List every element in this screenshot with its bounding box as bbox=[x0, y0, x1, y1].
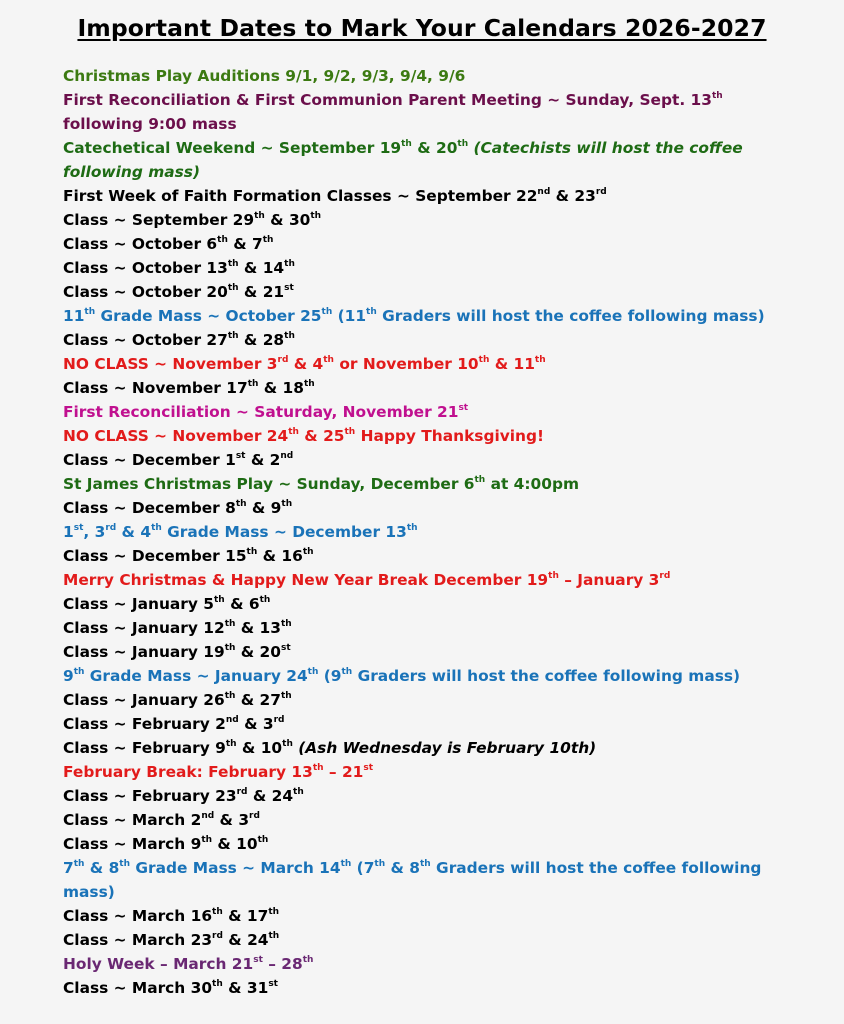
ordinal-suffix: rd bbox=[105, 523, 117, 533]
entry-text: 1 bbox=[63, 523, 74, 541]
date-entry bbox=[63, 280, 793, 304]
ordinal-suffix: th bbox=[257, 835, 269, 845]
entry-text: Grade Mass ~ March 14 bbox=[130, 859, 341, 877]
entry-text: & 14 bbox=[238, 259, 285, 277]
ordinal-suffix: st bbox=[235, 451, 246, 461]
entry-text: 9 bbox=[63, 667, 74, 685]
ordinal-suffix: th bbox=[227, 259, 239, 269]
ordinal-suffix: th bbox=[247, 379, 259, 389]
entry-text: & 20 bbox=[235, 643, 281, 661]
ordinal-suffix: th bbox=[224, 619, 236, 629]
entry-text: & 28 bbox=[238, 331, 285, 349]
entry-text: & 17 bbox=[222, 907, 269, 925]
entry-text: February Break: February 13 bbox=[63, 763, 313, 781]
entry-text: & 31 bbox=[222, 979, 269, 997]
ordinal-suffix: th bbox=[474, 475, 486, 485]
ordinal-suffix: nd bbox=[537, 187, 551, 197]
date-entry bbox=[63, 400, 793, 424]
ordinal-suffix: th bbox=[534, 355, 546, 365]
ordinal-suffix: th bbox=[284, 259, 295, 269]
ordinal-suffix: th bbox=[374, 859, 386, 869]
ordinal-suffix: th bbox=[214, 595, 225, 605]
date-entry bbox=[63, 808, 793, 832]
ordinal-suffix: th bbox=[212, 979, 223, 989]
entry-text: (11 bbox=[332, 307, 367, 325]
ordinal-suffix: th bbox=[307, 667, 319, 677]
date-entry bbox=[63, 520, 793, 544]
entry-text: Class ~ October 27 bbox=[63, 331, 228, 349]
entry-text: – 21 bbox=[323, 763, 364, 781]
entry-text: & 8 bbox=[84, 859, 120, 877]
page-title: Important Dates to Mark Your Calendars 2026-2027 bbox=[77, 14, 767, 42]
entry-text: & 21 bbox=[238, 283, 285, 301]
date-entry bbox=[63, 904, 793, 928]
date-entry bbox=[63, 232, 793, 256]
ordinal-suffix: th bbox=[151, 523, 162, 533]
ordinal-suffix: th bbox=[224, 643, 236, 653]
ordinal-suffix: th bbox=[302, 955, 314, 965]
entry-text: First Reconciliation & First Communion Parent Meeting ~ Sunday, Sept. 13 bbox=[63, 91, 712, 109]
entry-text: & 18 bbox=[258, 379, 304, 397]
entry-text: & 3 bbox=[214, 811, 250, 829]
entry-text: Catechetical Weekend ~ September 19 bbox=[63, 139, 402, 157]
ordinal-suffix: th bbox=[280, 691, 292, 701]
ordinal-suffix: th bbox=[282, 739, 293, 749]
date-entry bbox=[63, 256, 793, 280]
ordinal-suffix: th bbox=[406, 523, 418, 533]
entry-text: & 2 bbox=[245, 451, 281, 469]
ordinal-suffix: th bbox=[401, 139, 412, 149]
entry-text: Merry Christmas & Happy New Year Break December 19 bbox=[63, 571, 549, 589]
entry-text: Class ~ December 1 bbox=[63, 451, 236, 469]
entry-text: Class ~ February 9 bbox=[63, 739, 226, 757]
entry-text: & 4 bbox=[116, 523, 152, 541]
ordinal-suffix: th bbox=[212, 907, 223, 917]
ordinal-suffix: th bbox=[310, 211, 322, 221]
entry-text: First Week of Faith Formation Classes ~ September 22 bbox=[63, 187, 538, 205]
ordinal-suffix: th bbox=[323, 355, 334, 365]
ordinal-suffix: th bbox=[254, 211, 265, 221]
entry-text: & 23 bbox=[550, 187, 596, 205]
date-entry bbox=[63, 424, 793, 448]
ordinal-suffix: th bbox=[341, 667, 353, 677]
date-entry bbox=[63, 544, 793, 568]
date-entry bbox=[63, 856, 793, 904]
ordinal-suffix: th bbox=[73, 667, 85, 677]
ordinal-suffix: st bbox=[253, 955, 263, 965]
ordinal-suffix: th bbox=[262, 235, 274, 245]
date-entry bbox=[63, 448, 793, 472]
ordinal-suffix: nd bbox=[225, 715, 239, 725]
ordinal-suffix: th bbox=[217, 235, 228, 245]
ordinal-suffix: st bbox=[363, 763, 374, 773]
entry-text: Class ~ March 23 bbox=[63, 931, 213, 949]
ordinal-suffix: th bbox=[268, 907, 280, 917]
entry-text: (Ash Wednesday is February 10th) bbox=[292, 739, 597, 757]
entry-text: Class ~ March 30 bbox=[63, 979, 213, 997]
entry-text: Class ~ February 23 bbox=[63, 787, 237, 805]
entry-text: Class ~ January 12 bbox=[63, 619, 225, 637]
entry-text: & 11 bbox=[489, 355, 535, 373]
ordinal-suffix: rd bbox=[273, 715, 285, 725]
entry-text: at 4:00pm bbox=[485, 475, 580, 493]
ordinal-suffix: th bbox=[259, 595, 271, 605]
date-entry bbox=[63, 64, 793, 88]
date-entry bbox=[63, 928, 793, 952]
entry-text: & 13 bbox=[235, 619, 281, 637]
entry-text: & 30 bbox=[264, 211, 311, 229]
date-entry bbox=[63, 472, 793, 496]
date-entry bbox=[63, 616, 793, 640]
entry-text: Class ~ January 5 bbox=[63, 595, 214, 613]
date-entry bbox=[63, 376, 793, 400]
ordinal-suffix: st bbox=[268, 979, 278, 989]
date-entry bbox=[63, 88, 793, 136]
date-entry bbox=[63, 304, 793, 328]
ordinal-suffix: th bbox=[288, 427, 299, 437]
entry-text: Graders will host the coffee following mass) bbox=[376, 307, 765, 325]
entry-text: & 8 bbox=[385, 859, 420, 877]
date-entry bbox=[63, 328, 793, 352]
entry-text: or November 10 bbox=[333, 355, 479, 373]
date-entry bbox=[63, 496, 793, 520]
ordinal-suffix: th bbox=[340, 859, 352, 869]
date-entry bbox=[63, 136, 793, 184]
entry-text: Class ~ March 16 bbox=[63, 907, 213, 925]
entry-text: Class ~ January 19 bbox=[63, 643, 225, 661]
entry-text: & 27 bbox=[235, 691, 281, 709]
ordinal-suffix: th bbox=[419, 859, 431, 869]
date-entry bbox=[63, 976, 793, 1000]
ordinal-suffix: th bbox=[293, 787, 304, 797]
entry-text: (Catechists will host the coffee following mass) bbox=[63, 139, 743, 181]
entry-text: & 9 bbox=[246, 499, 282, 517]
ordinal-suffix: th bbox=[457, 139, 469, 149]
ordinal-suffix: th bbox=[281, 499, 293, 509]
ordinal-suffix: th bbox=[280, 619, 292, 629]
dates-list bbox=[63, 64, 793, 1000]
entry-text: Class ~ November 17 bbox=[63, 379, 248, 397]
date-entry bbox=[63, 568, 793, 592]
entry-text: Class ~ October 13 bbox=[63, 259, 228, 277]
date-entry bbox=[63, 184, 793, 208]
entry-text: (9 bbox=[318, 667, 342, 685]
ordinal-suffix: th bbox=[73, 859, 85, 869]
entry-text: Holy Week – March 21 bbox=[63, 955, 254, 973]
ordinal-suffix: st bbox=[280, 643, 291, 653]
entry-text: & 10 bbox=[236, 739, 283, 757]
ordinal-suffix: rd bbox=[277, 355, 289, 365]
ordinal-suffix: th bbox=[366, 307, 377, 317]
ordinal-suffix: th bbox=[321, 307, 333, 317]
ordinal-suffix: rd bbox=[659, 571, 671, 581]
ordinal-suffix: th bbox=[268, 931, 280, 941]
ordinal-suffix: th bbox=[227, 283, 239, 293]
date-entry bbox=[63, 640, 793, 664]
date-entry bbox=[63, 832, 793, 856]
entry-text: Class ~ January 26 bbox=[63, 691, 225, 709]
entry-text: Class ~ March 9 bbox=[63, 835, 202, 853]
entry-text: Grade Mass ~ January 24 bbox=[84, 667, 308, 685]
entry-text: Class ~ December 15 bbox=[63, 547, 247, 565]
entry-text: Happy Thanksgiving! bbox=[355, 427, 545, 445]
ordinal-suffix: th bbox=[225, 739, 237, 749]
date-entry bbox=[63, 664, 793, 688]
entry-text: – 28 bbox=[262, 955, 303, 973]
entry-text: Class ~ October 20 bbox=[63, 283, 228, 301]
ordinal-suffix: th bbox=[235, 499, 247, 509]
entry-text: NO CLASS ~ November 3 bbox=[63, 355, 278, 373]
entry-text: , 3 bbox=[83, 523, 106, 541]
ordinal-suffix: rd bbox=[249, 811, 260, 821]
entry-text: NO CLASS ~ November 24 bbox=[63, 427, 289, 445]
entry-text: Class ~ March 2 bbox=[63, 811, 202, 829]
entry-text: Graders will host the coffee following mass) bbox=[352, 667, 741, 685]
entry-text: & 24 bbox=[247, 787, 294, 805]
entry-text: & 7 bbox=[227, 235, 263, 253]
entry-text: Class ~ October 6 bbox=[63, 235, 218, 253]
ordinal-suffix: th bbox=[227, 331, 239, 341]
entry-text: Class ~ September 29 bbox=[63, 211, 255, 229]
entry-text: Class ~ February 2 bbox=[63, 715, 226, 733]
entry-text: – January 3 bbox=[558, 571, 660, 589]
ordinal-suffix: th bbox=[224, 691, 236, 701]
entry-text: & 16 bbox=[257, 547, 303, 565]
entry-text: Grade Mass ~ December 13 bbox=[161, 523, 407, 541]
entry-text: Christmas Play Auditions 9/1, 9/2, 9/3, 9/4, 9/6 bbox=[63, 67, 466, 85]
ordinal-suffix: th bbox=[84, 307, 96, 317]
ordinal-suffix: th bbox=[312, 763, 324, 773]
date-entry bbox=[63, 712, 793, 736]
ordinal-suffix: th bbox=[711, 91, 723, 101]
ordinal-suffix: th bbox=[302, 547, 314, 557]
ordinal-suffix: nd bbox=[201, 811, 215, 821]
entry-text: & 4 bbox=[288, 355, 324, 373]
entry-text: 11 bbox=[63, 307, 85, 325]
date-entry bbox=[63, 688, 793, 712]
entry-text: St James Christmas Play ~ Sunday, December 6 bbox=[63, 475, 475, 493]
ordinal-suffix: th bbox=[246, 547, 258, 557]
entry-text: & 20 bbox=[411, 139, 458, 157]
entry-text: & 3 bbox=[238, 715, 274, 733]
ordinal-suffix: th bbox=[344, 427, 356, 437]
ordinal-suffix: nd bbox=[280, 451, 294, 461]
date-entry bbox=[63, 952, 793, 976]
date-entry bbox=[63, 760, 793, 784]
entry-text: First Reconciliation ~ Saturday, November 21 bbox=[63, 403, 459, 421]
ordinal-suffix: st bbox=[284, 283, 294, 293]
date-entry bbox=[63, 208, 793, 232]
ordinal-suffix: rd bbox=[236, 787, 248, 797]
entry-text: Graders will host the coffee following mass) bbox=[63, 859, 762, 901]
date-entry bbox=[63, 784, 793, 808]
ordinal-suffix: th bbox=[478, 355, 490, 365]
entry-text: & 25 bbox=[298, 427, 345, 445]
ordinal-suffix: th bbox=[284, 331, 295, 341]
entry-text: Class ~ December 8 bbox=[63, 499, 236, 517]
entry-text: following 9:00 mass bbox=[63, 115, 237, 133]
entry-text: Grade Mass ~ October 25 bbox=[95, 307, 322, 325]
entry-text: (7 bbox=[351, 859, 375, 877]
entry-text: & 24 bbox=[222, 931, 269, 949]
entry-text: 7 bbox=[63, 859, 74, 877]
entry-text: & 6 bbox=[224, 595, 260, 613]
ordinal-suffix: st bbox=[458, 403, 469, 413]
date-entry bbox=[63, 352, 793, 376]
date-entry bbox=[63, 736, 793, 760]
date-entry bbox=[63, 592, 793, 616]
ordinal-suffix: st bbox=[73, 523, 84, 533]
ordinal-suffix: th bbox=[119, 859, 131, 869]
ordinal-suffix: rd bbox=[212, 931, 223, 941]
ordinal-suffix: th bbox=[201, 835, 213, 845]
entry-text: & 10 bbox=[212, 835, 258, 853]
ordinal-suffix: th bbox=[548, 571, 559, 581]
ordinal-suffix: th bbox=[303, 379, 315, 389]
ordinal-suffix: rd bbox=[595, 187, 607, 197]
